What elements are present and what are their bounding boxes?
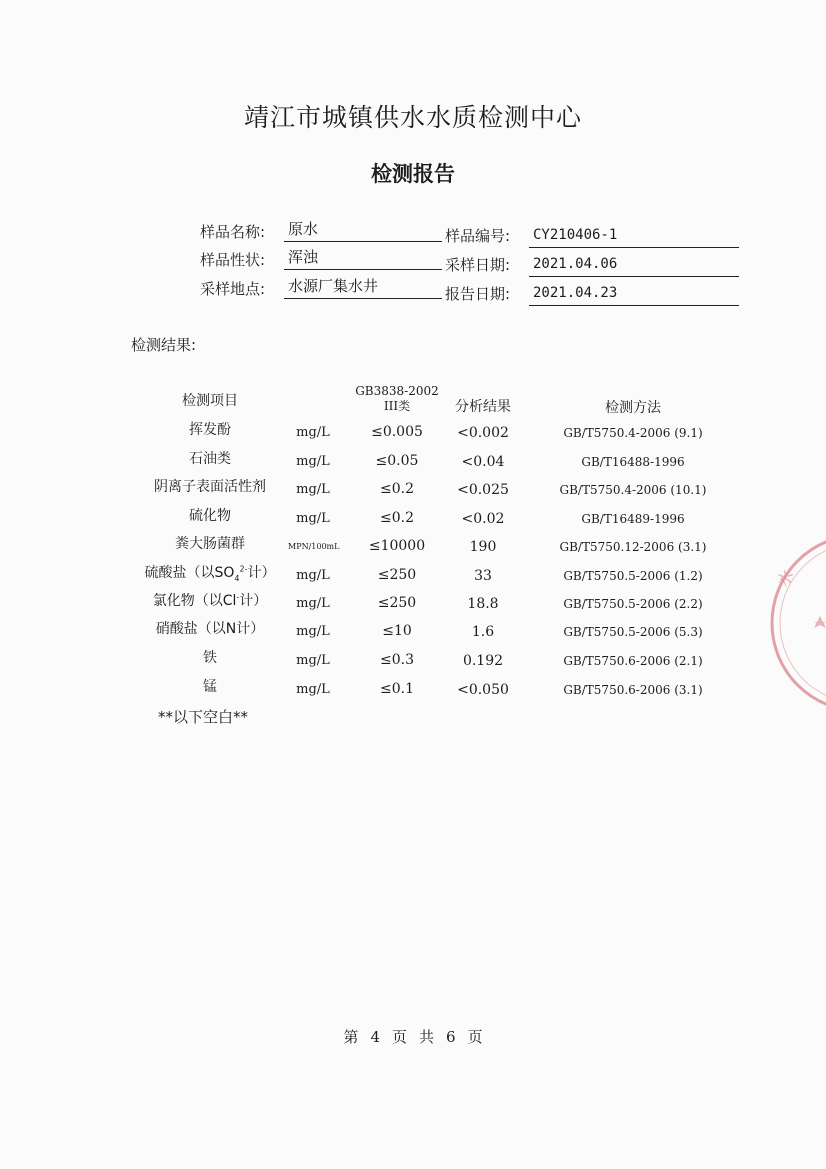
row-unit: mg/L <box>296 624 330 639</box>
row-item-name <box>110 562 310 582</box>
stamp-text: 水 <box>773 566 798 590</box>
row-method: GB/T5750.12-2006 (3.1) <box>559 540 707 554</box>
row-unit: mg/L <box>296 425 330 440</box>
row-standard-limit: ≤0.05 <box>375 453 419 469</box>
footer-total-unit: 页 <box>467 1028 483 1046</box>
row-method: GB/T5750.5-2006 (5.3) <box>563 625 703 639</box>
column-header-result: 分析结果 <box>455 399 511 415</box>
row-result: 33 <box>474 568 492 584</box>
standard-line-2: III类 <box>383 399 411 413</box>
row-result: <0.002 <box>457 425 509 441</box>
item-name-superscript: - <box>236 592 240 602</box>
sample-name-value: 原水 <box>284 219 442 242</box>
sample-nature-label: 样品性状: <box>200 251 266 269</box>
column-header-method: 检测方法 <box>605 400 661 416</box>
row-method: GB/T5750.5-2006 (2.2) <box>563 597 703 611</box>
row-method: GB/T16488-1996 <box>581 455 685 469</box>
sampling-date-label: 采样日期: <box>445 256 511 274</box>
row-item-name <box>110 590 310 610</box>
footer-total-number: 6 <box>446 1028 456 1046</box>
item-name-suffix: 计） <box>247 565 276 581</box>
row-unit: mg/L <box>296 482 330 497</box>
standard-line-1: GB3838-2002 <box>355 384 439 398</box>
row-unit: mg/L <box>296 596 330 611</box>
report-date-value: 2021.04.23 <box>529 283 739 306</box>
footer-page-number: 4 <box>370 1028 380 1046</box>
row-standard-limit: ≤250 <box>377 595 417 611</box>
row-item-name: 阴离子表面活性剂 <box>154 479 266 495</box>
row-method: GB/T5750.4-2006 (10.1) <box>559 483 707 497</box>
results-heading: 检测结果: <box>131 336 197 354</box>
row-item-name: 锰 <box>203 679 217 695</box>
row-unit: mg/L <box>296 568 330 583</box>
footer-page-unit: 页 <box>391 1028 407 1046</box>
item-name-subscript: 4 <box>234 573 240 583</box>
row-item-name: 石油类 <box>189 451 231 467</box>
row-standard-limit: ≤10000 <box>368 538 426 554</box>
row-item-name: 粪大肠菌群 <box>175 536 245 552</box>
sampling-location-value: 水源厂集水井 <box>284 276 442 299</box>
row-method: GB/T5750.5-2006 (1.2) <box>563 569 703 583</box>
row-standard-limit: ≤0.2 <box>380 510 414 526</box>
row-standard-limit: ≤0.1 <box>380 681 414 697</box>
organization-title: 靖江市城镇供水水质检测中心 <box>243 103 582 132</box>
sample-name-label: 样品名称: <box>200 223 266 241</box>
row-unit: mg/L <box>296 511 330 526</box>
end-of-table-note: **以下空白** <box>158 708 249 726</box>
row-standard-limit: ≤10 <box>382 623 412 639</box>
report-date-label: 报告日期: <box>445 285 511 303</box>
item-name-superscript: 2- <box>239 564 248 574</box>
row-result: <0.050 <box>457 682 509 698</box>
row-method: GB/T5750.6-2006 (3.1) <box>563 683 703 697</box>
row-item-name: 硫化物 <box>189 508 231 524</box>
row-result: 18.8 <box>467 596 499 612</box>
row-unit: mg/L <box>296 454 330 469</box>
row-item-name: 挥发酚 <box>189 422 231 438</box>
item-name-prefix: 硫酸盐（以SO <box>144 565 235 581</box>
sample-nature-value: 浑浊 <box>284 247 442 270</box>
row-result: <0.04 <box>461 454 505 470</box>
item-name-prefix: 氯化物（以Cl <box>152 593 237 609</box>
row-unit: MPN/100mL <box>288 542 340 551</box>
page-footer <box>0 1026 826 1047</box>
sampling-date-value: 2021.04.06 <box>529 254 739 277</box>
row-item-name: 硝酸盐（以N计） <box>155 621 265 637</box>
footer-page-word: 第 <box>343 1028 359 1046</box>
row-method: GB/T16489-1996 <box>581 512 685 526</box>
row-standard-limit: ≤250 <box>377 567 417 583</box>
row-unit: mg/L <box>296 682 330 697</box>
row-standard-limit: ≤0.2 <box>380 481 414 497</box>
row-result: <0.02 <box>461 511 505 527</box>
official-seal-stamp <box>760 528 826 718</box>
row-result: 1.6 <box>471 624 495 640</box>
row-method: GB/T5750.4-2006 (9.1) <box>563 426 703 440</box>
sample-code-label: 样品编号: <box>445 227 511 245</box>
footer-total-word: 共 <box>419 1028 435 1046</box>
report-title: 检测报告 <box>371 162 455 186</box>
row-standard-limit: ≤0.005 <box>371 424 423 440</box>
row-result: 0.192 <box>462 653 504 669</box>
row-unit: mg/L <box>296 653 330 668</box>
row-standard-limit: ≤0.3 <box>380 652 414 668</box>
row-result: 190 <box>469 539 497 555</box>
column-header-standard <box>352 384 442 414</box>
row-method: GB/T5750.6-2006 (2.1) <box>563 654 703 668</box>
row-item-name: 铁 <box>203 650 217 666</box>
sample-code-value: CY210406-1 <box>529 225 739 248</box>
row-result: <0.025 <box>457 482 509 498</box>
sampling-location-label: 采样地点: <box>200 280 266 298</box>
column-header-item: 检测项目 <box>182 393 238 409</box>
item-name-suffix: 计） <box>239 593 268 609</box>
